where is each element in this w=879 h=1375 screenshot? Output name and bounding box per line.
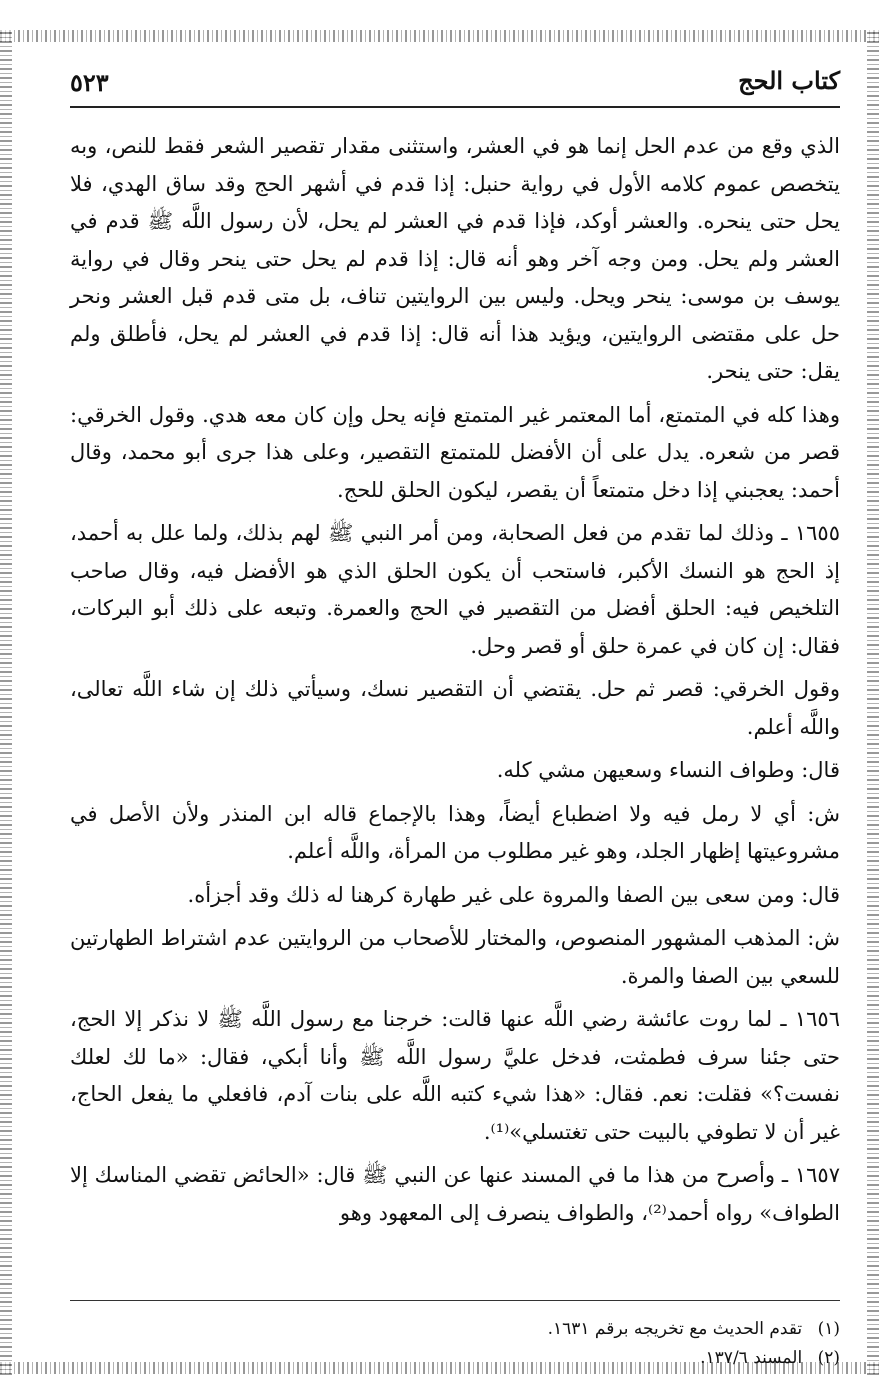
paragraph: ش: أي لا رمل فيه ولا اضطباع أيضاً، وهذا بالإجماع قاله ابن المنذر ولأن الأصل في مشروعيتها إظهار الجلد، وهو غير مطلوب من المرأة، واللَّه أعلم.: [70, 801, 840, 863]
paragraph: قال: ومن سعى بين الصفا والمروة على غير طهارة كرهنا له ذلك وقد أجزأه.: [187, 882, 840, 907]
decorative-border-right: [867, 30, 879, 1375]
footnote-number: (٢): [817, 1348, 840, 1368]
footnote-text: المسند ١٣٧/٦.: [700, 1348, 803, 1368]
paragraph: ١٦٥٧ ـ وأصرح من هذا ما في المسند عنها عن النبي ﷺ قال: «الحائض تقضي المناسك إلا الطواف» رواه أحمد⁽²⁾، والطواف ينصرف إلى المعهود وهو: [70, 1163, 840, 1225]
main-text: [70, 128, 840, 1238]
paragraph: الذي وقع من عدم الحل إنما هو في العشر، واستثنى مقدار تقصير الشعر فقط للنص، وبه يتخصص عموم كلامه الأول في رواية حنبل: إذا قدم في أشهر الحج وقد ساق الهدي، فلا يحل حتى ينحره. والعشر أوكد، فإذا قدم في العشر لم يحل، لأن رسول اللَّه ﷺ قدم في العشر ولم يحل. ومن وجه آخر وهو أنه قال: إذا قدم لم يحل حتى ينحر وقال في رواية يوسف بن موسى: ينحر ويحل. وليس بين الروايتين تناف، بل متى قدم قبل العشر ونحر حل على مقتضى الروايتين، ويؤيد هذا أنه قال: إذا قدم في العشر لم يحل، فأطلق ولم يقل: حتى ينحر.: [70, 134, 840, 383]
paragraph: ١٦٥٦ ـ لما روت عائشة رضي اللَّه عنها قالت: خرجنا مع رسول اللَّه ﷺ لا نذكر إلا الحج، حتى جئنا سرف فطمثت، فدخل عليَّ رسول اللَّه ﷺ وأنا أبكي، فقال: «ما لك لعلك نفست؟» فقلت: نعم. فقال: «هذا شيء كتبه اللَّه على بنات آدم، فافعلي ما يفعل الحاج، غير أن لا تطوفي بالبيت حتى تغتسلي»⁽¹⁾.: [70, 1007, 840, 1144]
footnotes: [70, 1300, 840, 1373]
paragraph: قال: وطواف النساء وسعيهن مشي كله.: [496, 758, 840, 782]
footnote: [70, 1315, 840, 1344]
paragraph: وقول الخرقي: قصر ثم حل. يقتضي أن التقصير نسك، وسيأتي ذلك إن شاء اللَّه تعالى، واللَّه أعلم.: [70, 677, 840, 739]
paragraph: وهذا كله في المتمتع، أما المعتمر غير المتمتع فإنه يحل وإن كان معه هدي. وقول الخرقي: قصر من شعره. يدل على أن الأفضل للمتمتع التقصير، وعلى هذا جرى أبو محمد، وقال أحمد: يعجبني إذا دخل متمتعاً أن يقصر، ليكون الحلق للحج.: [70, 402, 840, 502]
page-header: [70, 66, 840, 108]
running-title: كتاب الحج: [738, 66, 840, 95]
decorative-border-top: [0, 30, 879, 42]
footnote-number: (١): [817, 1319, 840, 1339]
decorative-border-left: [0, 30, 12, 1375]
footnote: [70, 1344, 840, 1373]
paragraph: ش: المذهب المشهور المنصوص، والمختار للأصحاب من الروايتين عدم اشتراط الطهارتين للسعي بين الصفا والمرة.: [70, 926, 840, 988]
page-number: ٥٢٣: [70, 68, 109, 97]
footnote-text: تقدم الحديث مع تخريجه برقم ١٦٣١.: [547, 1319, 803, 1339]
paragraph: ١٦٥٥ ـ وذلك لما تقدم من فعل الصحابة، ومن أمر النبي ﷺ لهم بذلك، ولما علل به أحمد، إذ الحج هو النسك الأكبر، فاستحب أن يكون الحلق الذي هو الأفضل فيه، وقال صاحب التلخيص فيه: الحلق أفضل من التقصير في الحج والعمرة. وتبعه على ذلك أبو البركات، فقال: إن كان في عمرة حلق أو قصر وحل.: [70, 521, 840, 658]
